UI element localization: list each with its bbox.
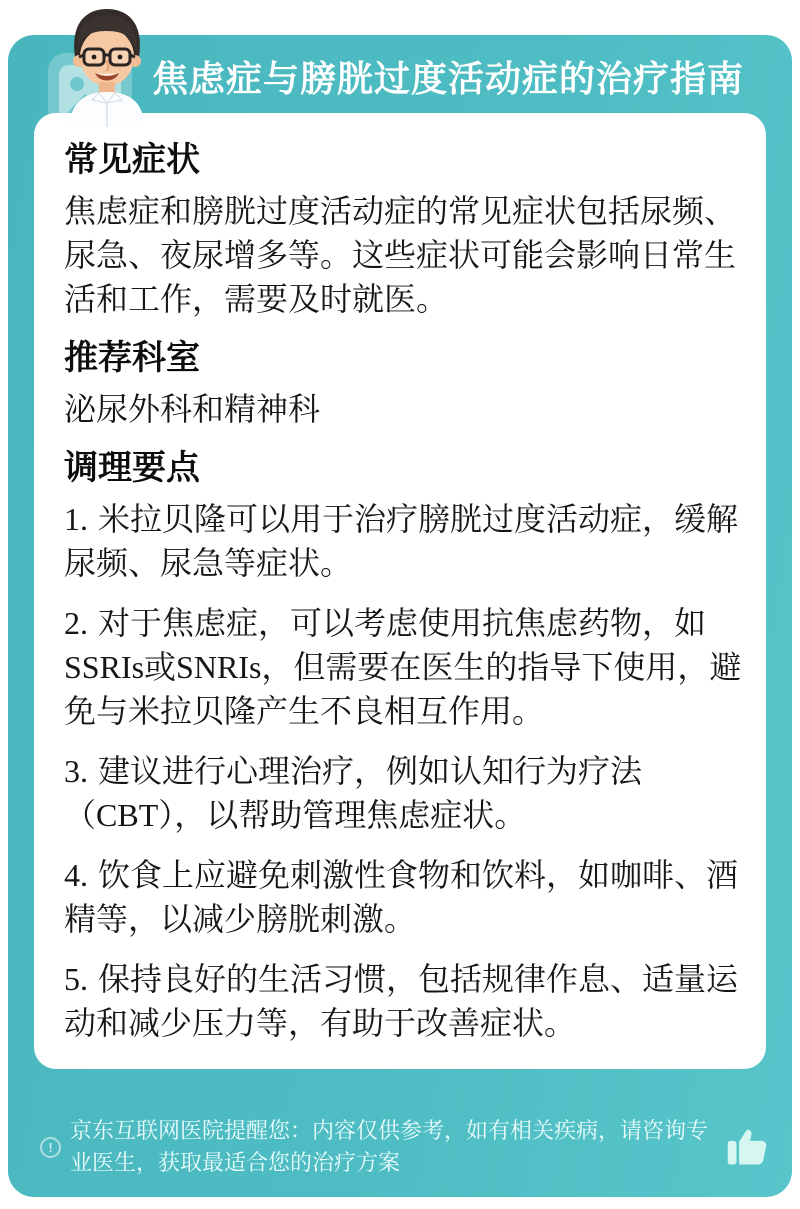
info-icon: ! (40, 1137, 61, 1158)
care-list-item-3 (64, 749, 743, 837)
disclaimer-text: 京东互联网医院提醒您：内容仅供参考，如有相关疾病，请咨询专业医生，获取最适合您的治疗方案 (70, 1118, 709, 1175)
item-text: 饮食上应避免刺激性食物和饮料，如咖啡、酒精等，以减少膀胱刺激。 (64, 857, 739, 937)
item-text: 米拉贝隆可以用于治疗膀胱过度活动症，缓解尿频、尿急等症状。 (64, 501, 739, 581)
item-number: 3. (64, 753, 88, 789)
care-list-item-1 (64, 497, 743, 585)
section-heading-department: 推荐科室 (64, 339, 200, 377)
item-text: 建议进行心理治疗，例如认知行为疗法（CBT），以帮助管理焦虑症状。 (64, 753, 643, 833)
section-heading-symptoms: 常见症状 (64, 141, 200, 179)
item-number: 1. (64, 501, 88, 537)
item-number: 5. (64, 961, 88, 997)
department-text: 泌尿外科和精神科 (64, 391, 321, 427)
care-list-item-5 (64, 957, 743, 1045)
care-list-item-2 (64, 601, 743, 733)
disclaimer-footer (8, 1105, 792, 1197)
item-text: 对于焦虑症，可以考虑使用抗焦虑药物，如SSRIs或SNRIs，但需要在医生的指导下使用，避免与米拉贝隆产生不良相互作用。 (64, 605, 742, 729)
item-number: 2. (64, 605, 88, 641)
symptoms-text: 焦虑症和膀胱过度活动症的常见症状包括尿频、尿急、夜尿增多等。这些症状可能会影响日常生活和工作，需要及时就医。 (64, 193, 737, 317)
care-list-item-4 (64, 853, 743, 941)
content-card (34, 113, 766, 1069)
consultation-guide-card (8, 35, 792, 1197)
section-heading-care-points: 调理要点 (64, 449, 200, 487)
doctor-avatar (42, 5, 172, 127)
thumbs-up-icon (726, 1127, 768, 1167)
doctor-avatar-image (42, 5, 172, 127)
page-title: 焦虑症与膀胱过度活动症的治疗指南 (152, 58, 745, 99)
item-number: 4. (64, 857, 88, 893)
thumbs-up-button[interactable] (726, 1127, 768, 1167)
card-header (8, 35, 792, 113)
item-text: 保持良好的生活习惯，包括规律作息、适量运动和减少压力等，有助于改善症状。 (64, 961, 739, 1041)
